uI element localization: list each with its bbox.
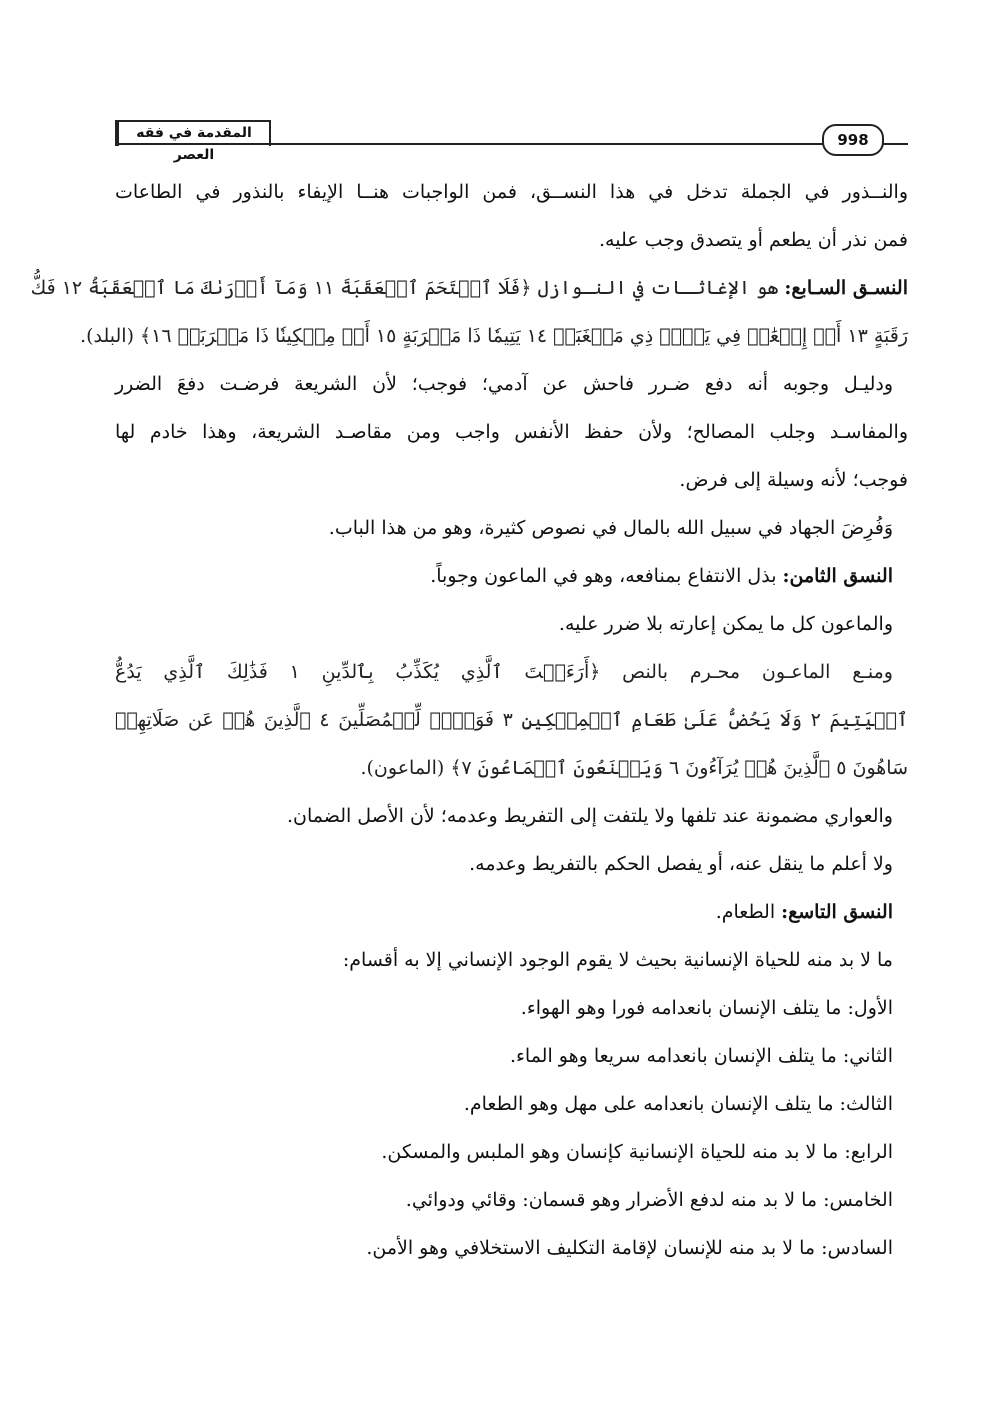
section-heading-line: النسق التاسع: الطعام. xyxy=(715,901,893,923)
list-item: السادس: ما لا بد منه للإنسان لإقامة التكليف الاستخلافي وهو الأمن. xyxy=(366,1237,893,1259)
text-line: ولا أعلم ما ينقل عنه، أو يفصل الحكم بالتفريط وعدمه. xyxy=(469,853,893,875)
section-heading-line: النسـق السـابع: هو الإغاثـات في النـوازل ﴿فَلَا ٱقۡتَحَمَ ٱلۡعَقَبَةَ ١١ وَمَآ أَدۡرَىٰكَ مَا ٱلۡعَقَبَةُ ١٢ فَكُّ xyxy=(30,277,908,299)
quran-verse-line: رَقَبَةٍ ١٣ أَوۡ إِطۡعَٰمٞ فِي يَوۡمٖ ذِي مَسۡغَبَةٖ ١٤ يَتِيمٗا ذَا مَقۡرَبَةٍ ١٥ أَوۡ مِسۡكِينٗا ذَا مَتۡرَبَةٖ ١٦﴾ (البلد). xyxy=(80,325,908,347)
text-line: ودليـل وجوبه أنه دفع ضـرر فاحش عن آدمي؛ فوجب؛ لأن الشريعة فرضـت دفعَ الضرر xyxy=(115,373,893,395)
page-body xyxy=(30,168,908,1272)
quran-verse-line: ٱلۡيَتِيمَ ٢ وَلَا يَحُضُّ عَلَىٰ طَعَامِ ٱلۡمِسۡكِينِ ٣ فَوَيۡلٞ لِّلۡمُصَلِّينَ ٤ ٱلَّذِينَ هُمۡ عَن صَلَاتِهِمۡ xyxy=(115,709,908,731)
text-line: والنــذور في الجملة تدخل في هذا النســق، فمن الواجبات هنــا الإيفاء بالنذور في الطاعات xyxy=(115,181,908,203)
section-heading: النسق التاسع: xyxy=(781,901,893,923)
text-line: والعواري مضمونة عند تلفها ولا يلتفت إلى التفريط وعدمه؛ لأن الأصل الضمان. xyxy=(286,805,893,827)
list-item: الثاني: ما يتلف الإنسان بانعدامه سريعا وهو الماء. xyxy=(509,1045,893,1067)
list-item: الثالث: ما يتلف الإنسان بانعدامه على مهل وهو الطعام. xyxy=(463,1093,893,1115)
page-header xyxy=(0,0,1004,163)
book-title: المقدمة في فقه العصر xyxy=(115,120,271,146)
section-heading: النسـق السـابع: xyxy=(784,277,908,299)
quran-verse-line: ومنـع الماعـون محـرم بالنص ﴿أَرَءَيۡتَ ٱلَّذِي يُكَذِّبُ بِٱلدِّينِ ١ فَذَٰلِكَ ٱلَّذِي يَدُعُّ xyxy=(115,661,893,683)
section-heading-line: النسق الثامن: بذل الانتفاع بمنافعه، وهو في الماعون وجوباً. xyxy=(430,565,893,587)
text-line: ما لا بد منه للحياة الإنسانية بحيث لا يقوم الوجود الإنساني إلا به أقسام: xyxy=(342,949,893,971)
text-line: والمفاسـد وجلب المصالح؛ ولأن حفظ الأنفس واجب ومن مقاصـد الشريعة، وهذا خادم لها xyxy=(115,421,908,443)
section-heading: النسق الثامن: xyxy=(782,565,893,587)
quran-verse-line: سَاهُونَ ٥ ٱلَّذِينَ هُمۡ يُرَآءُونَ ٦ وَيَمۡنَعُونَ ٱلۡمَاعُونَ ٧﴾ (الماعون). xyxy=(360,757,908,779)
list-item: الأول: ما يتلف الإنسان بانعدامه فورا وهو الهواء. xyxy=(520,997,893,1019)
text-line: فوجب؛ لأنه وسيلة إلى فرض. xyxy=(679,469,908,491)
page-number: 998 xyxy=(822,124,884,156)
list-item: الخامس: ما لا بد منه لدفع الأضرار وهو قسمان: وقائي ودوائي. xyxy=(405,1189,893,1211)
list-item: الرابع: ما لا بد منه للحياة الإنسانية كإنسان وهو الملبس والمسكن. xyxy=(381,1141,893,1163)
text-line: فمن نذر أن يطعم أو يتصدق وجب عليه. xyxy=(599,229,908,251)
text-line: وَفُرِضَ الجهاد في سبيل الله بالمال في نصوص كثيرة، وهو من هذا الباب. xyxy=(328,517,893,539)
text-line: والماعون كل ما يمكن إعارته بلا ضرر عليه. xyxy=(558,613,893,635)
